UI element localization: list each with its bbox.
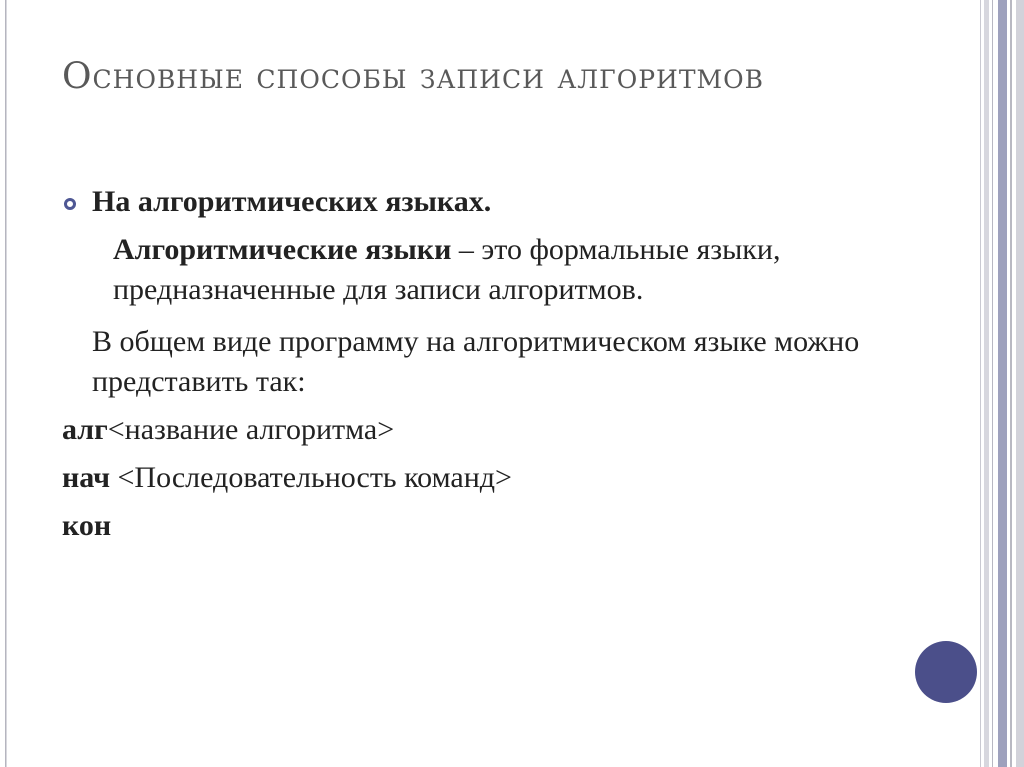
kon-keyword: кон [62, 509, 112, 542]
slide-content [62, 182, 922, 546]
stripe [992, 0, 993, 767]
alg-keyword: алг [62, 413, 108, 446]
stripe [998, 0, 1007, 767]
kon-line [62, 506, 922, 546]
stripe [984, 0, 989, 767]
general-paragraph: В общем виде программу на алгоритмическом языке можно представить так: [92, 325, 860, 398]
stripe [1016, 0, 1024, 767]
slide-title: Основные способы записи алгоритмов [62, 56, 764, 97]
nach-line [62, 458, 922, 498]
alg-text: <название алгоритма> [107, 413, 395, 446]
nach-text: <Последовательность команд> [110, 461, 512, 494]
ring-bullet-icon [64, 198, 76, 210]
alg-line [62, 410, 922, 450]
stripe [1010, 0, 1012, 767]
nach-keyword: нач [62, 461, 111, 494]
left-frame-line [6, 0, 7, 767]
circle-decoration-icon [915, 641, 977, 703]
definition-paragraph [62, 230, 922, 310]
stripe [980, 0, 981, 767]
definition-text: – это формальные языки, предназначенные для записи алгоритмов. [113, 233, 781, 306]
right-stripes [980, 0, 1024, 767]
bullet-heading: На алгоритмических языках. [92, 185, 492, 218]
definition-term: Алгоритмические языки [113, 233, 452, 266]
bullet-item [62, 182, 922, 222]
